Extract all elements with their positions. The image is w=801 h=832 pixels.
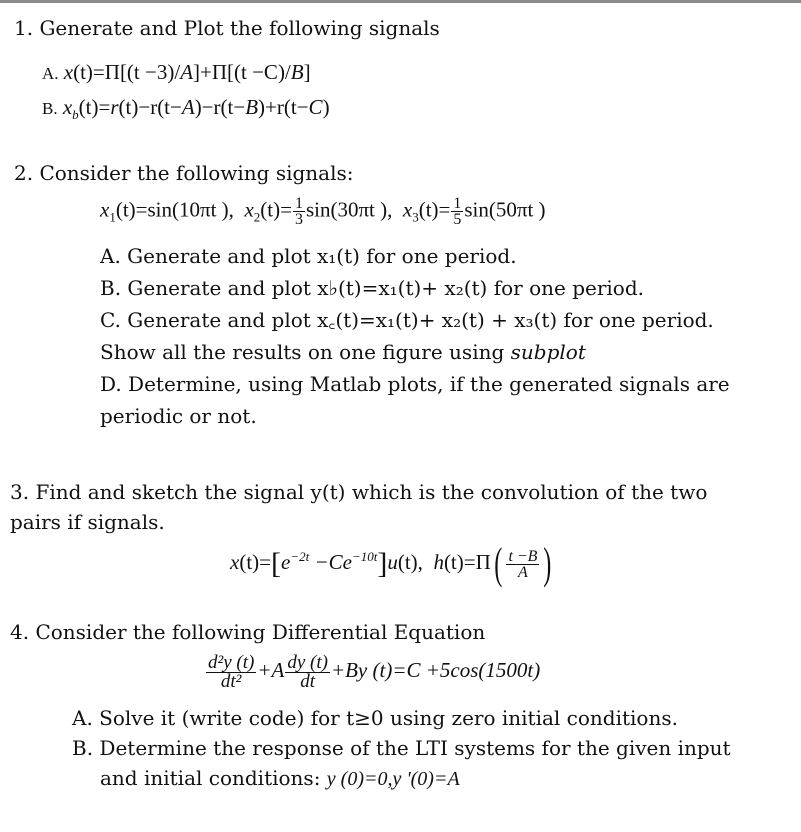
q3-equation: $x(t)=[e^{-2t} -Ce^{-10t}]u(t)$, h(t)=Π( $\frac{t -B}{A}$ ) <box>230 539 552 589</box>
q2-frac-one-third: $\frac{1}{3}$ <box>294 195 303 228</box>
q2-frac-one-fifth: $\frac{1}{5}$ <box>453 195 462 228</box>
q2-item-d: D. Determine, using Matlab plots, if the generated signals are <box>100 372 730 396</box>
q4-item-b: B. Determine the response of the LTI systems for the given input <box>72 736 731 760</box>
q4-equation: $\frac{\text{d²y (t)}}{\text{dt²}}$ +A $\frac{dy (t)}{dt}$ +By (t)=C +5cos(1500t) <box>208 651 541 692</box>
q2-item-a: A. Generate and plot x₁(t) for one period. <box>100 244 517 268</box>
q3-heading: 3. Find and sketch the signal y(t) which is the convolution of the two <box>10 480 708 504</box>
q4-item-b-cont: and initial conditions: y (0)=0,y '(0)=A <box>100 766 460 790</box>
q4-item-a: A. Solve it (write code) for t≥0 using zero initial conditions. <box>72 706 678 730</box>
q4-frac-d2y: $\frac{\text{d²y (t)}}{\text{dt²}}$ <box>208 651 255 692</box>
q2-heading: 2. Consider the following signals: <box>14 161 354 185</box>
q4-heading: 4. Consider the following Differential Equation <box>10 620 486 644</box>
q3-frac: $\frac{t -B}{A}$ <box>508 547 538 581</box>
q1-eq-a: A. x(t)=Π[(t −3)/A]+Π[(t −C)/B] <box>42 60 311 84</box>
q2-signal-equations: $x_1(t)=\sin(10\pi t$ ), $x_2(t)=$ $\frac{1}{3}$ sin(30πt ), $x_3(t)=$ $\frac{1}{5}$ sin(50πt ) <box>100 195 546 228</box>
q2-item-c: C. Generate and plot x꜀(t)=x₁(t)+ x₂(t) + x₃(t) for one period. <box>100 308 714 332</box>
q2-item-d-cont: periodic or not. <box>100 404 257 428</box>
q2-item-b: B. Generate and plot x♭(t)=x₁(t)+ x₂(t) for one period. <box>100 276 644 300</box>
q4-frac-dy: $\frac{dy (t)}{dt}$ <box>287 651 328 692</box>
top-border <box>0 0 801 3</box>
q1-eq-b: B. $x_b(t)=r(t)-r(t-A)-r(t-B)+r(t-C)$ <box>42 95 330 123</box>
q2-item-c-subplot: Show all the results on one figure using subplot <box>100 340 586 364</box>
q1-a-label: A. <box>42 64 59 83</box>
q3-heading-cont: pairs if signals. <box>10 510 165 534</box>
q1-b-label: B. <box>42 99 58 118</box>
q1-heading: 1. Generate and Plot the following signals <box>14 16 440 40</box>
